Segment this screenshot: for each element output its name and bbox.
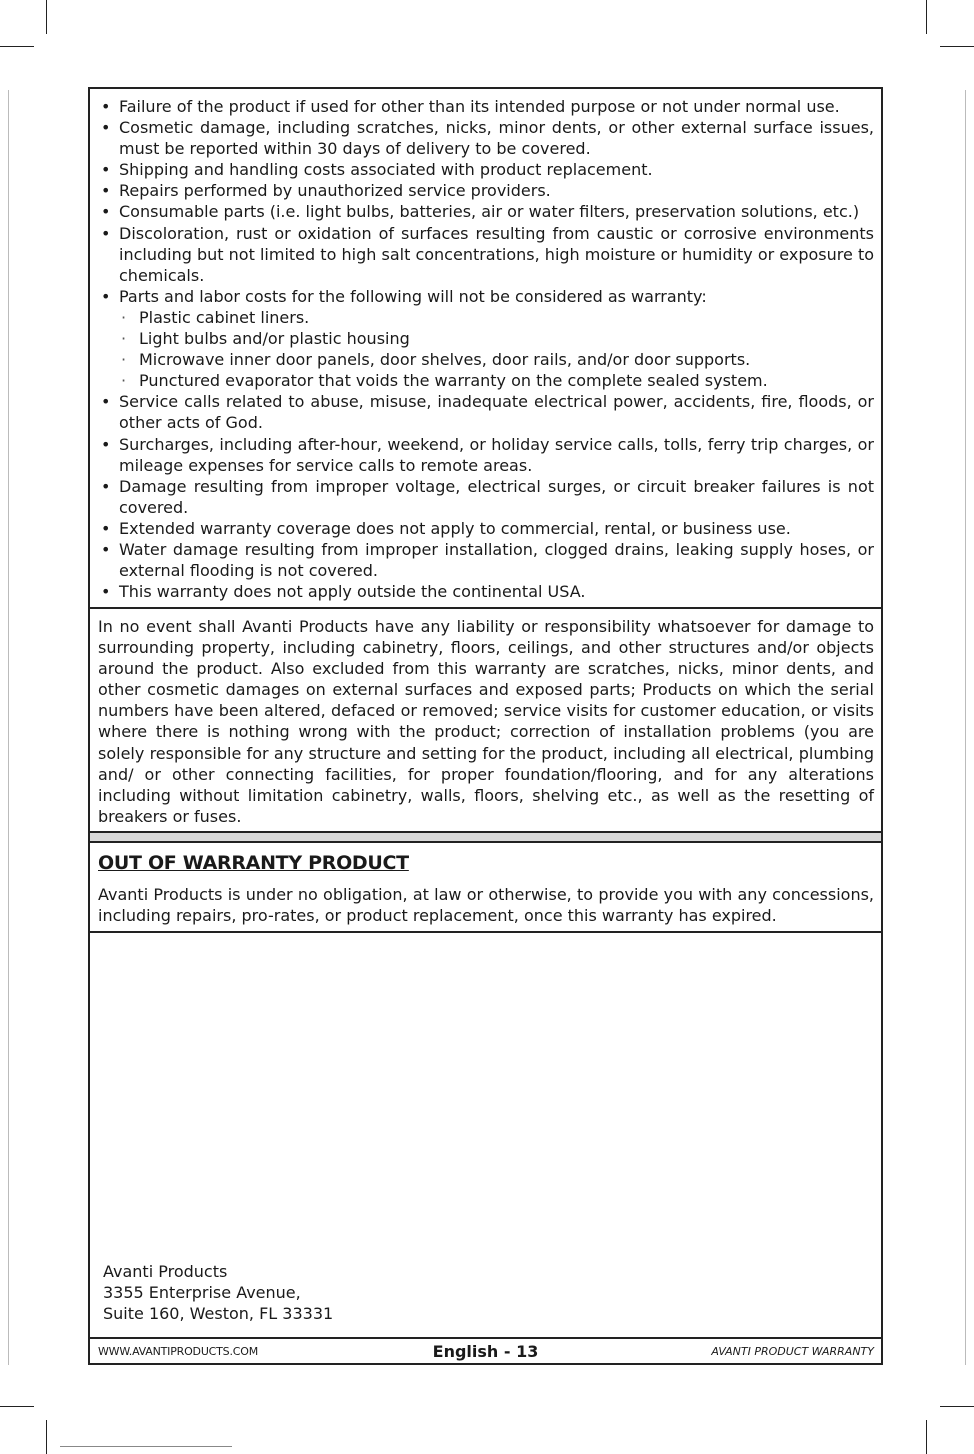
warranty-page-frame: [88, 87, 883, 1365]
city-line: Suite 160, Weston, FL 33331: [103, 1304, 334, 1324]
crop-mark: [940, 1406, 974, 1407]
out-of-warranty-heading: OUT OF WARRANTY PRODUCT: [98, 852, 409, 874]
crop-mark: [926, 1420, 927, 1454]
address-section: [90, 933, 881, 1339]
list-item: • Damage resulting from improper voltage, electrical surges, or circuit breaker failures is not covered.: [98, 476, 874, 518]
sub-list-item: · Light bulbs and/or plastic housing: [119, 328, 874, 349]
list-item: • Shipping and handling costs associated with product replacement.: [98, 159, 874, 180]
list-item: • Extended warranty coverage does not apply to commercial, rental, or business use.: [98, 518, 874, 539]
list-item-text: Parts and labor costs for the following will not be considered as warranty:: [119, 286, 707, 306]
list-item: • Discoloration, rust or oxidation of surfaces resulting from caustic or corrosive environments including but not limited to high salt concentrations, high moisture or humidity or exposure to chemicals.: [98, 223, 874, 286]
section-divider-band: [90, 831, 881, 843]
liability-paragraph: In no event shall Avanti Products have any liability or responsibility whatsoever for damage to surrounding property, including cabinetry, floors, ceilings, and other structures and/or objects around the product. Also excluded from this warranty are scratches, nicks, minor dents, and other cosmetic damages on external surfaces and exposed parts; Products on which the serial numbers have been altered, defaced or removed; service visits for customer education, or visits where there is nothing wrong with the product; correction of installation problems (you are solely responsible for any structure and setting for the product, including all electrical, plumbing and/ or other connecting facilities, for proper foundation/flooring, and for any alterations including without limitation cabinetry, walls, floors, shelving etc., as well as the resetting of breakers or fuses.: [98, 617, 874, 826]
bottom-rule: [60, 1446, 232, 1447]
crop-mark: [926, 0, 927, 34]
liability-section: [90, 609, 881, 831]
list-item: • Surcharges, including after-hour, weekend, or holiday service calls, tolls, ferry trip charges, or mileage expenses for service calls to remote areas.: [98, 434, 874, 476]
company-address: [103, 1261, 333, 1324]
sub-list: [119, 307, 874, 391]
out-of-warranty-paragraph: Avanti Products is under no obligation, at law or otherwise, to provide you with any concessions, including repairs, pro-rates, or product replacement, once this warranty has expired.: [98, 885, 874, 926]
list-item: • This warranty does not apply outside the continental USA.: [98, 581, 874, 602]
crop-mark: [0, 1406, 34, 1407]
list-item: • Water damage resulting from improper installation, clogged drains, leaking supply hoses, or external flooding is not covered.: [98, 539, 874, 581]
sub-list-item: · Punctured evaporator that voids the warranty on the complete sealed system.: [119, 370, 874, 391]
section-title: AVANTI PRODUCT WARRANTY: [711, 1345, 874, 1358]
page-edge-line: [8, 90, 9, 1365]
list-item: • Failure of the product if used for other than its intended purpose or not under normal use.: [98, 96, 874, 117]
crop-mark: [0, 46, 34, 47]
exclusions-section: [90, 89, 881, 609]
list-item: • Consumable parts (i.e. light bulbs, batteries, air or water filters, preservation solutions, etc.): [98, 201, 874, 222]
list-item: • Repairs performed by unauthorized service providers.: [98, 180, 874, 201]
list-item: • Service calls related to abuse, misuse, inadequate electrical power, accidents, fire, floods, or other acts of God.: [98, 391, 874, 433]
list-item-parts-labor: [98, 286, 874, 391]
sub-list-item: · Plastic cabinet liners.: [119, 307, 874, 328]
out-of-warranty-section: [90, 843, 881, 933]
company-name: Avanti Products: [103, 1262, 228, 1281]
website-link[interactable]: WWW.AVANTIPRODUCTS.COM: [98, 1345, 258, 1358]
crop-mark: [46, 0, 47, 34]
page-number: English - 13: [432, 1342, 539, 1361]
page-edge-line: [965, 90, 966, 1365]
page-footer: [90, 1339, 881, 1365]
crop-mark: [46, 1420, 47, 1454]
crop-mark: [940, 46, 974, 47]
sub-list-item: · Microwave inner door panels, door shelves, door rails, and/or door supports.: [119, 349, 874, 370]
list-item: • Cosmetic damage, including scratches, nicks, minor dents, or other external surface issues, must be reported within 30 days of delivery to be covered.: [98, 117, 874, 159]
exclusions-list: [98, 96, 874, 602]
street-address: 3355 Enterprise Avenue,: [103, 1283, 301, 1303]
